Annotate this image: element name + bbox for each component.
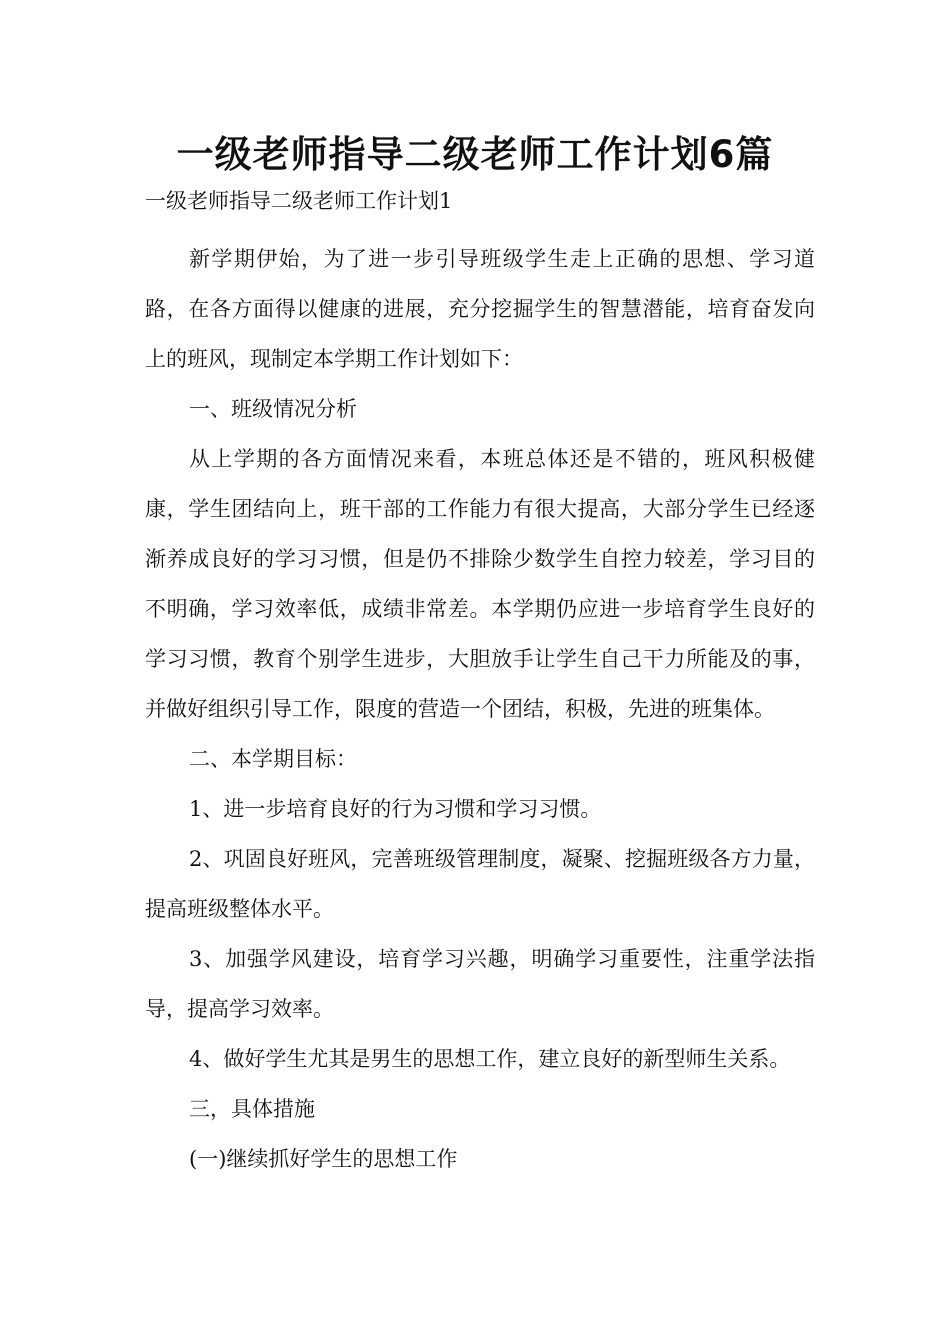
section-heading-class-analysis: 一、班级情况分析 [189, 397, 357, 421]
goal-item-4: 4、做好学生尤其是男生的思想工作，建立良好的新型师生关系。 [189, 1047, 791, 1071]
goal-item-1: 1、进一步培育良好的行为习惯和学习习惯。 [189, 797, 602, 821]
document-title: 一级老师指导二级老师工作计划6篇 [176, 133, 774, 176]
section-heading-measures: 三，具体措施 [189, 1097, 315, 1121]
goal-item-3: 3、加强学风建设，培育学习兴趣，明确学习重要性，注重学法指导，提高学习效率。 [145, 947, 815, 1021]
document-subtitle: 一级老师指导二级老师工作计划1 [145, 189, 453, 213]
paragraph-intro: 新学期伊始，为了进一步引导班级学生走上正确的思想、学习道路，在各方面得以健康的进展，充分挖掘学生的智慧潜能，培育奋发向上的班风，现制定本学期工作计划如下： [145, 247, 815, 371]
paragraph-class-analysis: 从上学期的各方面情况来看，本班总体还是不错的，班风积极健康，学生团结向上，班干部的工作能力有很大提高，大部分学生已经逐渐养成良好的学习习惯，但是仍不排除少数学生自控力较差，学习目的不明确，学习效率低，成绩非常差。本学期仍应进一步培育学生良好的学习习惯，教育个别学生进步，大胆放手让学生自己干力所能及的事，并做好组织引导工作，限度的营造一个团结，积极，先进的班集体。 [145, 447, 815, 721]
section-heading-goals: 二、本学期目标： [189, 747, 357, 771]
goal-item-2: 2、巩固良好班风，完善班级管理制度，凝聚、挖掘班级各方力量，提高班级整体水平。 [145, 847, 815, 921]
subsection-heading-thought-work: (一)继续抓好学生的思想工作 [189, 1147, 458, 1171]
document-body [145, 234, 815, 1184]
